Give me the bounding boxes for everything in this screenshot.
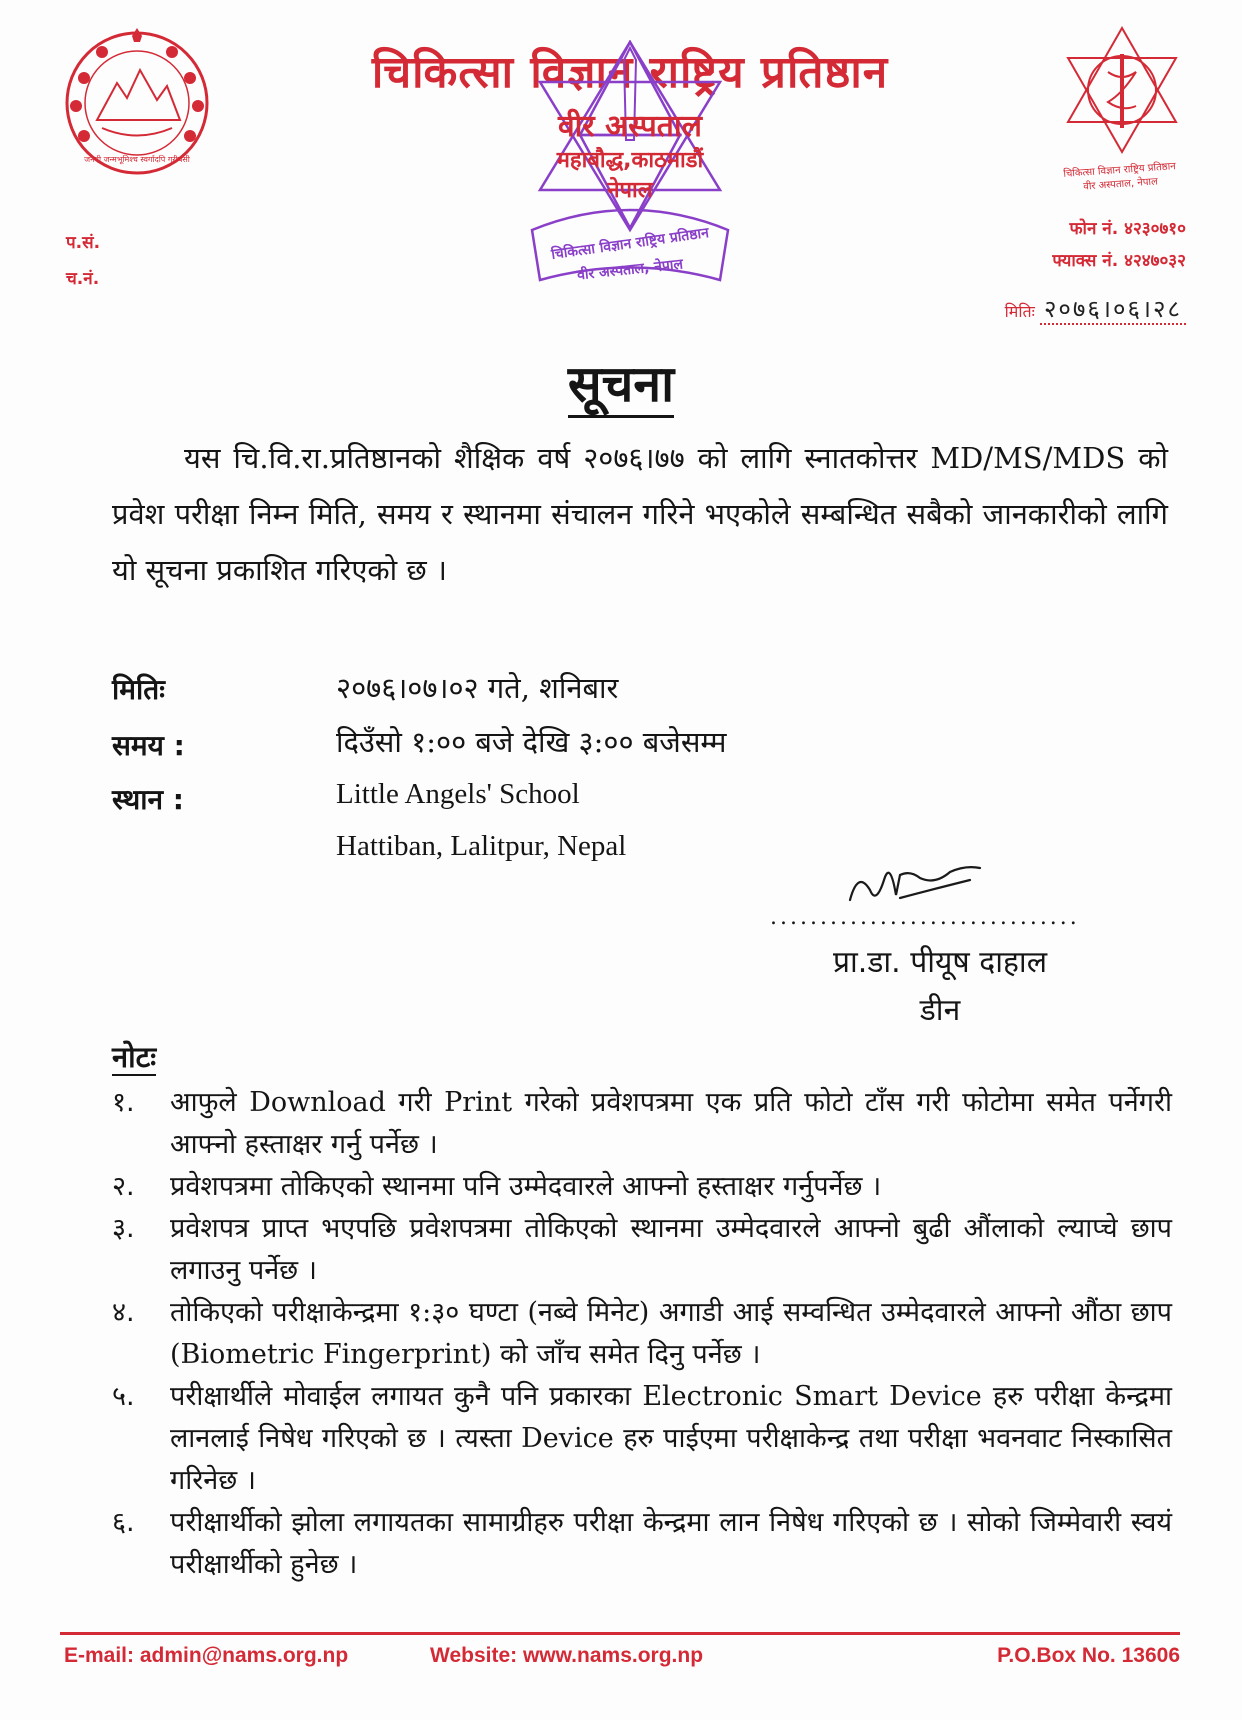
- note-text: परीक्षार्थीले मोवाईल लगायत कुनै पनि प्रकारका Electronic Smart Device हरु परीक्षा केन्द्रमा लानलाई निषेध गरिएको छ । त्यस्ता Device हरु पाईएमा परीक्षाकेन्द्र तथा परीक्षा भवनवाट निस्कासित गरिनेछ ।: [170, 1381, 1172, 1496]
- signatory-name: प्रा.डा. पीयूष दाहाल: [832, 945, 1048, 980]
- note-item: [112, 1292, 1172, 1376]
- footer-divider: [60, 1632, 1180, 1635]
- note-number: ३.: [112, 1213, 135, 1244]
- footer-pobox: P.O.Box No. 13606: [997, 1644, 1180, 1667]
- notes-heading: नोटः: [112, 1040, 157, 1074]
- note-number: ४.: [112, 1297, 135, 1328]
- stamp-caption-1: चिकित्सा विज्ञान राष्ट्रिय प्रतिष्ठान: [550, 225, 710, 263]
- stamp-caption-2: वीर अस्पताल, नेपाल: [576, 256, 684, 284]
- note-text: प्रवेशपत्रमा तोकिएको स्थानमा पनि उम्मेदवारले आफ्नो हस्ताक्षर गर्नुपर्नेछ ।: [170, 1171, 882, 1202]
- right-seal-caption: [1049, 157, 1191, 195]
- reference-number: प.सं.: [66, 233, 101, 253]
- footer-website: Website: www.nams.org.np: [430, 1644, 704, 1667]
- note-item: [112, 1376, 1172, 1502]
- note-number: १.: [112, 1087, 135, 1118]
- letter-date-label: मितिः: [1004, 302, 1035, 321]
- exam-time-label: समय :: [112, 729, 185, 762]
- note-text: प्रवेशपत्र प्राप्त भएपछि प्रवेशपत्रमा तोकिएको स्थानमा उम्मेदवारले आफ्नो बुढी औंलाको ल्याप्चे छाप लगाउनु पर्नेछ ।: [170, 1213, 1172, 1286]
- exam-venue-line1: Little Angels' School: [336, 778, 580, 810]
- phone-number: फोन नं. ४२३०७१०: [1069, 219, 1186, 239]
- letter-date: [1005, 292, 1186, 325]
- institution-stamp: [520, 40, 740, 300]
- stamp-hospital-name: वीर अस्पताल: [557, 109, 702, 144]
- notice-body: यस चि.वि.रा.प्रतिष्ठानको शैक्षिक वर्ष २०७६।७७ को लागि स्नातकोत्तर MD/MS/MDS को प्रवेश परीक्षा निम्न मिति, समय र स्थानमा संचालन गरिने भएकोले सम्बन्धित सबैको जानकारीको लागि यो सूचना प्रकाशित गरिएको छ ।: [112, 441, 1168, 587]
- right-seal-caption-line1: चिकित्सा विज्ञान राष्ट्रिय प्रतिष्ठान: [1063, 161, 1177, 180]
- notice-title: [0, 348, 1242, 416]
- note-item: [112, 1166, 1172, 1208]
- signature-line: ...............................: [770, 905, 1080, 930]
- note-item: [112, 1082, 1172, 1166]
- note-number: ६.: [112, 1507, 135, 1538]
- organization-name: चिकित्सा विज्ञान राष्ट्रिय प्रतिष्ठान: [371, 47, 889, 98]
- exam-time-value: दिउँसो १:०० बजे देखि ३:०० बजेसम्म: [336, 725, 727, 759]
- exam-venue-line2: Hattiban, Lalitpur, Nepal: [336, 830, 627, 862]
- note-number: ५.: [112, 1381, 135, 1412]
- left-seal-caption: जननी जन्मभूमिश्च स्वर्गादपि गरीयसी: [84, 155, 190, 164]
- nams-emblem-seal: [1058, 24, 1186, 154]
- exam-venue-label: स्थान :: [112, 783, 184, 816]
- dispatch-number: च.नं.: [66, 269, 100, 289]
- stamp-country: नेपाल: [607, 178, 653, 203]
- letter-date-value: २०७६।०६।२८: [1040, 295, 1186, 325]
- note-item: [112, 1208, 1172, 1292]
- notes-list: [112, 1082, 1172, 1586]
- signatory-title: डीन: [919, 993, 961, 1028]
- note-text: आफुले Download गरी Print गरेको प्रवेशपत्रमा एक प्रति फोटो टाँस गरी फोटोमा समेत पर्नेगरी आफ्नो हस्ताक्षर गर्नु पर्नेछ ।: [170, 1087, 1172, 1160]
- fax-number: फ्याक्स नं. ४२४७०३२: [1052, 251, 1186, 271]
- note-text: तोकिएको परीक्षाकेन्द्रमा १:३० घण्टा (नब्वे मिनेट) अगाडी आई सम्वन्धित उम्मेदवारले आफ्नो औंठा छाप (Biometric Fingerprint) को जाँच समेत दिनु पर्नेछ ।: [170, 1297, 1172, 1370]
- note-number: २.: [112, 1171, 135, 1202]
- exam-date-value: २०७६।०७।०२ गते, शनिबार: [336, 671, 619, 705]
- right-seal-caption-line2: वीर अस्पताल, नेपाल: [1082, 176, 1159, 193]
- notice-title-text: सूचना: [568, 355, 674, 418]
- note-item: [112, 1502, 1172, 1586]
- stamp-location: महाबौद्ध,काठमाडौं: [556, 148, 704, 173]
- exam-date-label: मितिः: [112, 673, 165, 706]
- footer-email: E-mail: admin@nams.org.np: [64, 1644, 349, 1667]
- note-text: परीक्षार्थीको झोला लगायतका सामाग्रीहरु परीक्षा केन्द्रमा लान निषेध गरिएको छ । सोको जिम्मेवारी स्वयं परीक्षार्थीको हुनेछ ।: [170, 1507, 1172, 1580]
